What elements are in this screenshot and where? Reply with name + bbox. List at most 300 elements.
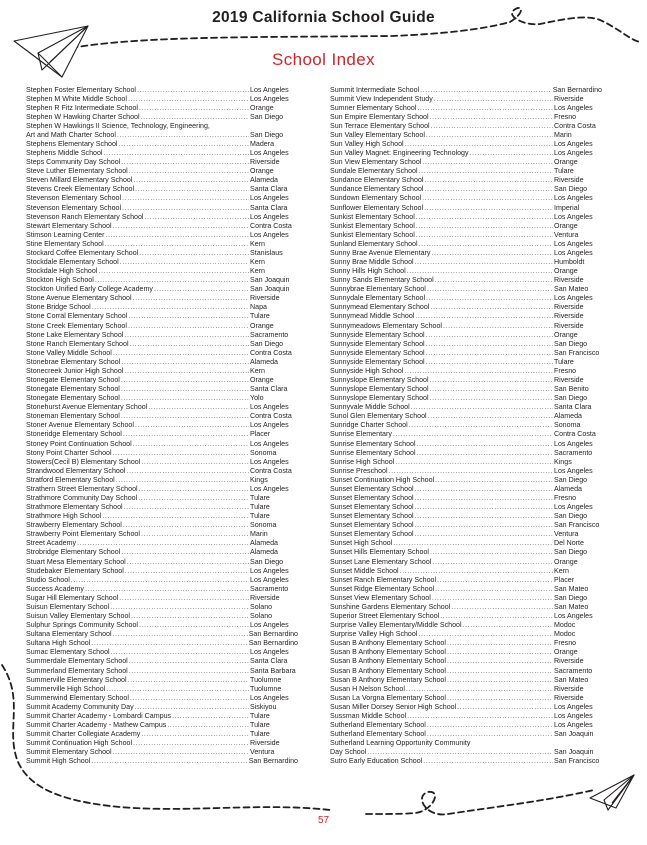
school-name: Sunnyside High School xyxy=(330,366,404,375)
index-entry xyxy=(26,694,298,703)
dot-leader xyxy=(135,421,249,430)
index-entry xyxy=(26,558,298,567)
dot-leader xyxy=(113,630,248,639)
county-name: Los Angeles xyxy=(554,149,593,158)
school-name: Stonehurst Avenue Elementary School xyxy=(26,403,148,412)
school-name: Strawberry Point Elementary School xyxy=(26,530,140,539)
index-entry xyxy=(330,358,602,367)
county-name: Riverside xyxy=(250,739,280,748)
dot-leader xyxy=(435,276,553,285)
index-entry xyxy=(330,521,602,530)
county-name: Santa Clara xyxy=(250,385,288,394)
county-name: San Mateo xyxy=(554,675,589,684)
school-name: Stewart Elementary School xyxy=(26,221,112,230)
school-name: Stephen W Hawkings II Science, Technology, Engineering, xyxy=(26,121,210,130)
school-name: Stonecreek Junior High School xyxy=(26,366,124,375)
dot-leader xyxy=(121,548,249,557)
index-entry xyxy=(330,421,602,430)
dot-leader xyxy=(409,421,553,430)
dot-leader xyxy=(422,194,553,203)
index-entry xyxy=(330,512,602,521)
county-name: Riverside xyxy=(554,684,584,693)
dot-leader xyxy=(420,86,552,95)
school-name: Sunol Glen Elementary School xyxy=(330,412,427,421)
dot-leader xyxy=(113,349,249,358)
school-name: Strathern Street Elementary School xyxy=(26,484,138,493)
index-column-left xyxy=(26,86,298,767)
index-entry xyxy=(26,412,298,421)
dot-leader xyxy=(415,258,553,267)
school-name: Success Academy xyxy=(26,584,84,593)
county-name: San Joaquin xyxy=(250,285,290,294)
county-name: Ventura xyxy=(554,530,579,539)
dot-leader xyxy=(121,358,249,367)
dot-leader xyxy=(138,494,249,503)
dot-leader xyxy=(139,249,249,258)
school-name: Susan B Anthony Elementary School xyxy=(330,666,446,675)
school-name: Sunridge Charter School xyxy=(330,421,408,430)
index-entry xyxy=(330,249,602,258)
dot-leader xyxy=(431,122,553,131)
county-name: Tuolumne xyxy=(250,675,282,684)
school-name: Stone Avenue Elementary School xyxy=(26,294,132,303)
index-entry xyxy=(330,340,602,349)
index-entry xyxy=(330,449,602,458)
index-entry xyxy=(26,748,298,757)
index-entry xyxy=(26,467,298,476)
county-name: Alameda xyxy=(250,539,278,548)
index-entry xyxy=(330,694,602,703)
dot-leader xyxy=(135,185,249,194)
school-name: Summit View Independent Study xyxy=(330,94,433,103)
county-name: Sonoma xyxy=(554,421,581,430)
index-entry xyxy=(26,267,298,276)
index-entry xyxy=(330,676,602,685)
index-entry xyxy=(26,757,298,766)
school-name: Stephen Foster Elementary School xyxy=(26,85,137,94)
school-name: Summit Charter Collegiate Academy xyxy=(26,730,141,739)
school-name: Sunset Lane Elementary School xyxy=(330,557,432,566)
school-name: Stevenson Ranch Elementary School xyxy=(26,212,144,221)
dot-leader xyxy=(129,657,249,666)
county-name: Contra Costa xyxy=(554,121,596,130)
county-name: Siskiyou xyxy=(250,702,277,711)
county-name: Sacramento xyxy=(554,448,593,457)
county-name: Solano xyxy=(250,612,273,621)
index-entry xyxy=(26,367,298,376)
dot-leader xyxy=(432,558,553,567)
county-name: Del Norte xyxy=(554,539,584,548)
school-name: Sun Empire Elementary School xyxy=(330,112,429,121)
school-name: Stevenson Elementary School xyxy=(26,194,122,203)
school-name: Sunkist Elementary School xyxy=(330,221,415,230)
index-entry xyxy=(330,458,602,467)
dot-leader xyxy=(434,95,553,104)
school-name: Stowers(Cecil B) Elementary School xyxy=(26,457,141,466)
school-name: Stephen M White Middle School xyxy=(26,94,127,103)
dot-leader xyxy=(424,204,553,213)
county-name: Los Angeles xyxy=(554,503,593,512)
county-name: San Mateo xyxy=(554,602,589,611)
dot-leader xyxy=(135,703,249,712)
index-entry xyxy=(330,140,602,149)
dot-leader xyxy=(113,748,249,757)
dot-leader xyxy=(130,340,249,349)
school-name: Sunflower Elementary School xyxy=(330,203,424,212)
dot-leader xyxy=(430,548,553,557)
index-entry xyxy=(330,294,602,303)
index-entry xyxy=(330,730,602,739)
index-entry xyxy=(330,95,602,104)
school-name: Summit Continuation High School xyxy=(26,739,133,748)
dot-leader xyxy=(139,104,249,113)
county-name: Los Angeles xyxy=(250,403,289,412)
index-entry xyxy=(330,485,602,494)
index-entry xyxy=(330,648,602,657)
school-name: Summit Academy Community Day xyxy=(26,702,134,711)
index-entry xyxy=(330,539,602,548)
school-name: Sunny Brae Avenue Elementary xyxy=(330,248,431,257)
dot-leader xyxy=(430,376,553,385)
county-name: Humboldt xyxy=(554,257,585,266)
index-entry xyxy=(26,176,298,185)
dot-leader xyxy=(133,739,249,748)
dot-leader xyxy=(407,712,553,721)
school-name: Studio School xyxy=(26,575,70,584)
dot-leader xyxy=(95,276,249,285)
school-name: Sunset High School xyxy=(330,539,393,548)
school-name: Sunny Hills High School xyxy=(330,267,406,276)
county-name: Ventura xyxy=(554,230,579,239)
dot-leader xyxy=(141,458,249,467)
dot-leader xyxy=(128,95,249,104)
dot-leader xyxy=(430,385,553,394)
dot-leader xyxy=(91,757,247,766)
county-name: Riverside xyxy=(554,312,584,321)
dot-leader xyxy=(424,176,553,185)
school-name: Stephens Elementary School xyxy=(26,139,118,148)
index-entry xyxy=(330,322,602,331)
dot-leader xyxy=(129,667,249,676)
index-entry xyxy=(26,730,298,739)
county-name: San Bernardino xyxy=(248,757,298,766)
school-name: Sunset Ridge Elementary School xyxy=(330,584,435,593)
county-name: Riverside xyxy=(554,321,584,330)
index-entry xyxy=(26,312,298,321)
dot-leader xyxy=(128,312,249,321)
index-entry xyxy=(330,430,602,439)
school-name: Stine Elementary School xyxy=(26,239,104,248)
index-entry xyxy=(330,385,602,394)
index-entry xyxy=(26,204,298,213)
index-entry xyxy=(330,285,602,294)
dot-leader xyxy=(124,331,249,340)
school-name: Surprise Valley Elementary/Middle School xyxy=(330,621,462,630)
dot-leader xyxy=(443,322,553,331)
dot-leader xyxy=(447,694,553,703)
index-entry xyxy=(26,503,298,512)
county-name: Alameda xyxy=(554,412,582,421)
index-entry xyxy=(26,530,298,539)
index-entry xyxy=(330,222,602,231)
dot-leader xyxy=(435,476,553,485)
school-name: Strathmore Community Day School xyxy=(26,494,138,503)
dot-leader xyxy=(102,512,249,521)
county-name: Kern xyxy=(250,239,265,248)
index-entry xyxy=(330,231,602,240)
index-entry xyxy=(330,703,602,712)
county-name: San Bernardino xyxy=(248,630,298,639)
school-name: Stone Creek Elementary School xyxy=(26,321,127,330)
dot-leader xyxy=(405,140,553,149)
county-name: Los Angeles xyxy=(250,230,289,239)
index-entry xyxy=(26,621,298,630)
index-entry xyxy=(26,167,298,176)
school-name: Sunnymead Middle School xyxy=(330,312,415,321)
county-name: Alameda xyxy=(250,176,278,185)
dot-leader xyxy=(437,576,553,585)
index-entry xyxy=(330,240,602,249)
dot-leader xyxy=(426,294,553,303)
dot-leader xyxy=(417,440,553,449)
index-entry xyxy=(330,567,602,576)
school-name: Stuart Mesa Elementary School xyxy=(26,557,126,566)
county-name: Santa Clara xyxy=(554,403,592,412)
index-entry xyxy=(330,548,602,557)
county-name: Kern xyxy=(250,257,265,266)
dot-leader xyxy=(400,567,553,576)
dot-leader xyxy=(389,467,553,476)
county-name: Madera xyxy=(250,139,275,148)
school-name: Susan B Anthony Elementary School xyxy=(330,657,446,666)
index-entry xyxy=(26,231,298,240)
dot-leader xyxy=(133,294,249,303)
county-name: Los Angeles xyxy=(250,484,289,493)
county-name: Los Angeles xyxy=(250,575,289,584)
dot-leader xyxy=(367,748,553,757)
dot-leader xyxy=(457,703,553,712)
page-number: 57 xyxy=(317,815,330,826)
dot-leader xyxy=(415,312,553,321)
index-entry xyxy=(26,185,298,194)
county-name: Fresno xyxy=(554,639,577,648)
index-entry xyxy=(26,685,298,694)
county-name: Los Angeles xyxy=(554,466,593,475)
school-name: Susan La Vorgna Elementary School xyxy=(330,693,446,702)
index-entry xyxy=(26,385,298,394)
dot-leader xyxy=(411,403,553,412)
dot-leader xyxy=(416,222,553,231)
school-name: Sun Valley Elementary School xyxy=(330,130,425,139)
school-name: Stoneridge Elementary School xyxy=(26,430,122,439)
index-entry xyxy=(330,131,602,140)
index-entry xyxy=(330,712,602,721)
dot-leader xyxy=(417,449,553,458)
school-name: Suisun Elementary School xyxy=(26,602,110,611)
school-name: Sunset Ranch Elementary School xyxy=(330,575,437,584)
county-name: San Diego xyxy=(250,130,284,139)
county-name: Orange xyxy=(554,557,578,566)
county-name: Tulare xyxy=(250,711,270,720)
school-name: Summerwind Elementary School xyxy=(26,693,129,702)
index-entry xyxy=(330,612,602,621)
dot-leader xyxy=(427,730,553,739)
county-name: Tulare xyxy=(250,730,270,739)
dot-leader xyxy=(415,485,553,494)
index-entry xyxy=(330,494,602,503)
dot-leader xyxy=(106,685,249,694)
school-name: Steps Community Day School xyxy=(26,158,121,167)
dot-leader xyxy=(430,113,553,122)
index-entry xyxy=(330,657,602,666)
school-name: Susan H Nelson School xyxy=(330,684,405,693)
county-name: Riverside xyxy=(554,693,584,702)
school-name: Sunset Continuation High School xyxy=(330,475,435,484)
dot-leader xyxy=(92,303,249,312)
county-name: San Mateo xyxy=(554,285,589,294)
county-name: San Diego xyxy=(250,557,284,566)
index-entry xyxy=(26,303,298,312)
index-entry xyxy=(26,485,298,494)
index-entry xyxy=(26,648,298,657)
dot-leader xyxy=(430,394,553,403)
index-entry xyxy=(330,403,602,412)
dot-leader xyxy=(105,240,249,249)
school-name: Sunkist Elementary School xyxy=(330,212,415,221)
dot-leader xyxy=(447,676,553,685)
dot-leader xyxy=(167,721,249,730)
index-entry xyxy=(330,476,602,485)
county-name: Los Angeles xyxy=(250,566,289,575)
school-name: Sundance Elementary School xyxy=(330,185,424,194)
index-entry xyxy=(330,276,602,285)
index-entry xyxy=(26,222,298,231)
index-entry xyxy=(26,113,298,122)
school-name: Stoney Point Continuation School xyxy=(26,439,132,448)
dot-leader xyxy=(121,385,249,394)
school-name: Sunset Hills Elementary School xyxy=(330,548,429,557)
dot-leader xyxy=(127,558,249,567)
school-name: Surprise Valley High School xyxy=(330,630,418,639)
index-entry xyxy=(26,158,298,167)
school-name: Stonegate Elementary School xyxy=(26,376,120,384)
index-entry xyxy=(26,494,298,503)
index-entry xyxy=(330,312,602,321)
index-entry xyxy=(26,95,298,104)
county-name: Los Angeles xyxy=(250,85,289,94)
school-name: Stone Valley Middle School xyxy=(26,348,112,357)
index-entry xyxy=(26,213,298,222)
dot-leader xyxy=(451,603,553,612)
dot-leader xyxy=(406,685,553,694)
school-name: Sunrise Elementary School xyxy=(330,448,416,457)
dot-leader xyxy=(105,231,249,240)
index-entry xyxy=(26,421,298,430)
school-name: Stratford Elementary School xyxy=(26,475,115,484)
school-name: Sutherland Learning Opportunity Community xyxy=(330,739,471,748)
index-entry xyxy=(26,512,298,521)
county-name: Sacramento xyxy=(250,330,289,339)
dot-leader xyxy=(427,721,553,730)
school-name: Stockton High School xyxy=(26,276,94,285)
county-name: Los Angeles xyxy=(250,149,289,158)
dot-leader xyxy=(470,149,553,158)
school-name: Stevens Creek Elementary School xyxy=(26,185,135,194)
index-entry xyxy=(330,176,602,185)
index-entry xyxy=(26,140,298,149)
school-name: Sunnyslope Elementary School xyxy=(330,394,429,403)
county-name: Marin xyxy=(250,530,268,539)
dot-leader xyxy=(122,194,249,203)
index-entry xyxy=(26,458,298,467)
school-name: Susan B Anthony Elementary School xyxy=(330,648,446,657)
dot-leader xyxy=(415,494,553,503)
dot-leader xyxy=(141,113,249,122)
index-entry xyxy=(26,394,298,403)
school-name: Sussman Middle School xyxy=(330,711,407,720)
dot-leader xyxy=(133,176,249,185)
school-name: Stevenson Elementary School xyxy=(26,203,122,212)
dot-leader xyxy=(427,285,553,294)
county-name: Riverside xyxy=(554,276,584,285)
dot-leader xyxy=(141,530,249,539)
school-name: Sunnyside Elementary School xyxy=(330,357,425,366)
school-name: Sunland Elementary School xyxy=(330,239,418,248)
county-name: San Francisco xyxy=(554,348,600,357)
school-name: Sunrise Elementary xyxy=(330,430,392,439)
county-name: Sacramento xyxy=(554,666,593,675)
school-name: Sunnyslope Elementary School xyxy=(330,376,429,384)
county-name: Riverside xyxy=(554,94,584,103)
county-name: Orange xyxy=(554,221,578,230)
index-entry xyxy=(26,639,298,648)
index-entry xyxy=(26,449,298,458)
county-name: Tulare xyxy=(250,720,270,729)
county-name: Tuolumne xyxy=(250,684,282,693)
index-entry xyxy=(26,657,298,666)
county-name: Contra Costa xyxy=(250,466,292,475)
county-name: Los Angeles xyxy=(250,457,289,466)
county-name: Orange xyxy=(554,267,578,276)
index-entry xyxy=(330,621,602,630)
index-entry xyxy=(26,358,298,367)
county-name: Los Angeles xyxy=(554,139,593,148)
county-name: San Diego xyxy=(250,339,284,348)
county-name: Tulare xyxy=(250,494,270,503)
index-entry xyxy=(330,185,602,194)
school-name: Sunset View Elementary School xyxy=(330,593,431,602)
school-name: Sunnyside Elementary School xyxy=(330,330,425,339)
dot-leader xyxy=(430,303,553,312)
school-name: Susan B Anthony Elementary School xyxy=(330,639,446,648)
school-name: Stephens Middle School xyxy=(26,149,103,158)
index-entry xyxy=(26,703,298,712)
county-name: Modoc xyxy=(554,630,576,639)
dot-leader xyxy=(119,594,249,603)
index-entry xyxy=(330,194,602,203)
dot-leader xyxy=(104,149,249,158)
county-name: Ventura xyxy=(250,748,275,757)
county-name: Los Angeles xyxy=(554,194,593,203)
county-name: Riverside xyxy=(250,294,280,303)
index-entry xyxy=(330,367,602,376)
index-entry xyxy=(330,167,602,176)
county-name: Kings xyxy=(250,475,268,484)
index-entry xyxy=(26,258,298,267)
county-name: San Diego xyxy=(554,394,588,403)
school-name: Sunrise Preschool xyxy=(330,466,388,475)
index-entry xyxy=(330,267,602,276)
